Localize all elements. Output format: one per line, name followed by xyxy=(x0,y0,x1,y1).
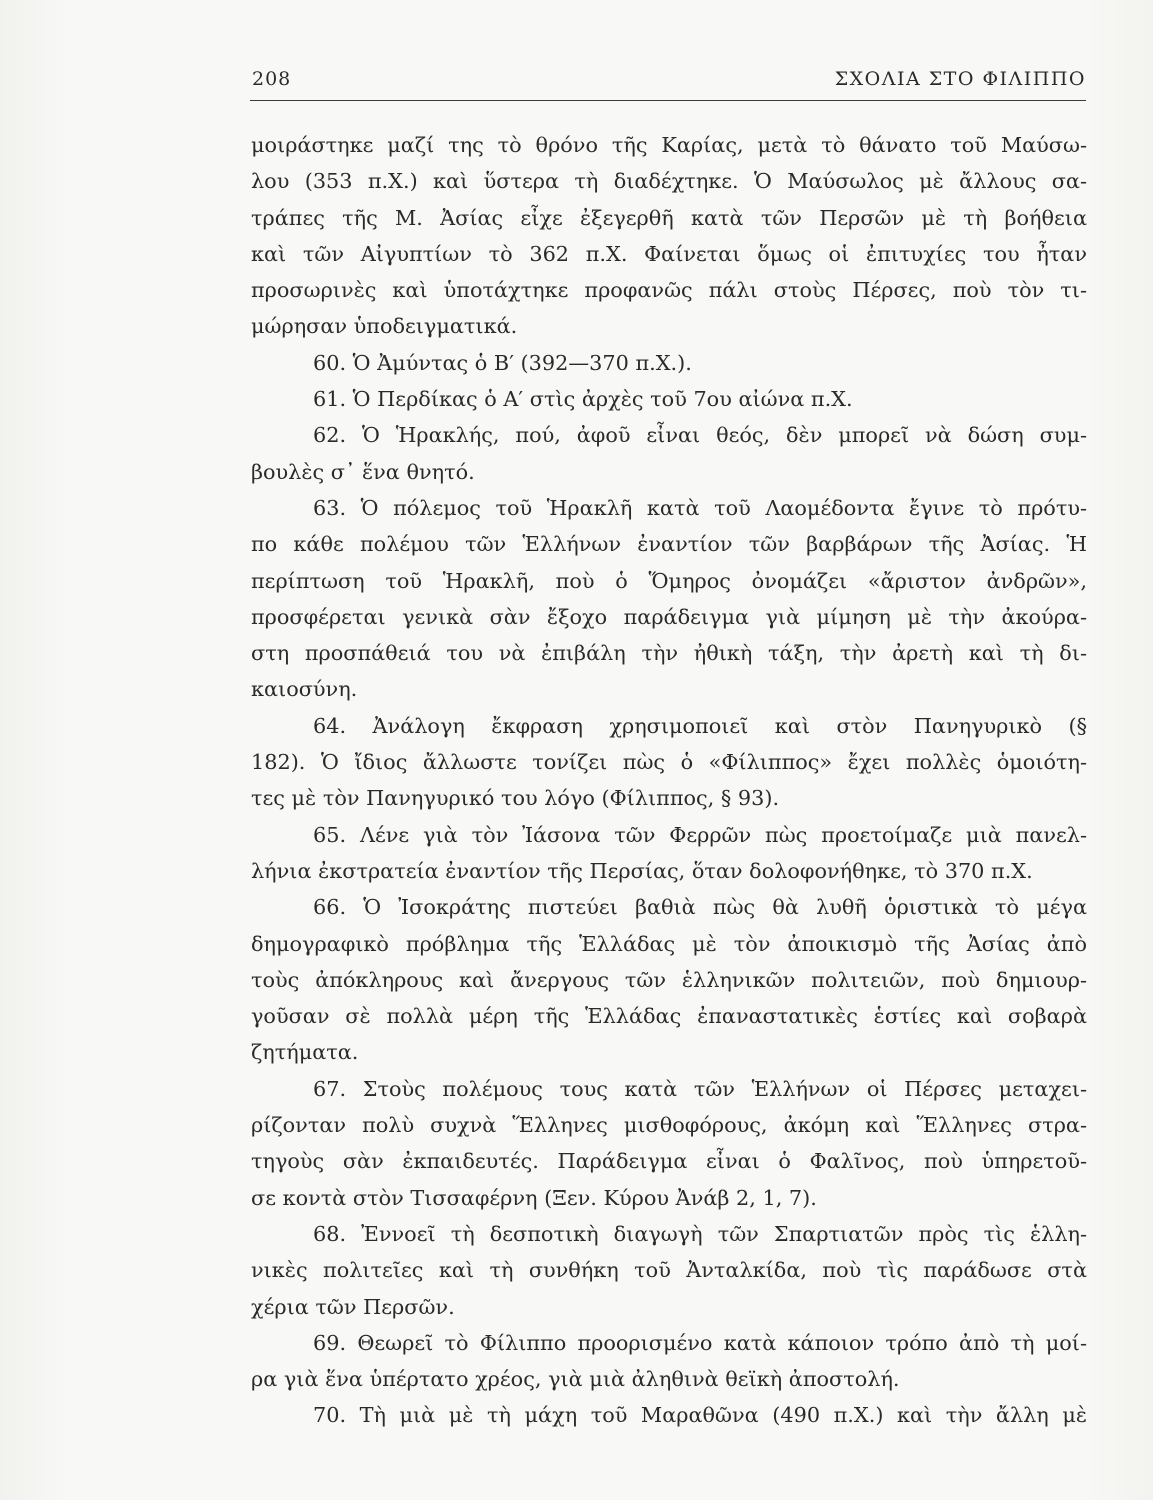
text-line: καιοσύνη. xyxy=(251,677,358,702)
text-line: λήνια ἐκστρατεία ἐναντίον τῆς Περσίας, ὅταν δολοφονήθηκε, τὸ 370 π.Χ. xyxy=(251,858,1033,883)
note-70: 70. Τὴ μιὰ μὲ τὴ μάχη τοῦ Μαραθῶνα (490 π.Χ.) καὶ τὴν ἄλλη μὲ xyxy=(313,1403,1087,1428)
text-line: προσφέρεται γενικὰ σὰν ἔξοχο παράδειγμα γιὰ μίμηση μὲ τὴν ἀκούρα- xyxy=(251,604,1087,629)
note-64: 64. Ἀνάλογη ἔκφραση χρησιμοποιεῖ καὶ στὸν Πανηγυρικὸ (§ xyxy=(313,713,1087,738)
running-title: ΣΧΟΛΙΑ ΣΤΟ ΦΙΛΙΠΠΟ xyxy=(834,68,1086,90)
text-line: 182). Ὁ ἴδιος ἄλλωστε τονίζει πὼς ὁ «Φίλιππος» ἔχει πολλὲς ὁμοιότη- xyxy=(251,750,1087,775)
text-line: τοὺς ἀπόκληρους καὶ ἄνεργους τῶν ἑλληνικῶν πολιτειῶν, ποὺ δημιουρ- xyxy=(251,967,1087,992)
note-61: 61. Ὁ Περδίκας ὁ Α′ στὶς ἀρχὲς τοῦ 7ου αἰώνα π.Χ. xyxy=(313,387,853,412)
text-line: τες μὲ τὸν Πανηγυρικό του λόγο (Φίλιππος, § 93). xyxy=(251,786,780,811)
text-line: σε κοντὰ στὸν Τισσαφέρνη (Ξεν. Κύρου Ἀνάβ 2, 1, 7). xyxy=(251,1185,817,1210)
text-line: τράπες τῆς Μ. Ἀσίας εἶχε ἐξεγερθῆ κατὰ τῶν Περσῶν μὲ τὴ βοήθεια xyxy=(251,205,1087,230)
text-line: ζητήματα. xyxy=(251,1040,359,1065)
text-line: προσωρινὲς καὶ ὑποτάχτηκε προφανῶς πάλι στοὺς Πέρσες, ποὺ τὸν τι- xyxy=(251,278,1087,303)
note-66: 66. Ὁ Ἰσοκράτης πιστεύει βαθιὰ πὼς θὰ λυθῆ ὁριστικὰ τὸ μέγα xyxy=(313,895,1087,920)
text-line: στη προσπάθειά του νὰ ἐπιβάλη τὴν ἠθικὴ τάξη, τὴν ἀρετὴ καὶ τὴ δι- xyxy=(251,641,1087,666)
text-line: τηγοὺς σὰν ἐκπαιδευτές. Παράδειγμα εἶναι ὁ Φαλῖνος, ποὺ ὑπηρετοῦ- xyxy=(251,1149,1087,1174)
text-line: βουλὲς σ᾽ ἕνα θνητό. xyxy=(251,459,475,484)
note-60: 60. Ὁ Ἀμύντας ὁ Β′ (392—370 π.Χ.). xyxy=(313,350,692,375)
note-63: 63. Ὁ πόλεμος τοῦ Ἡρακλῆ κατὰ τοῦ Λαομέδοντα ἔγινε τὸ πρότυ- xyxy=(313,495,1087,520)
text-line: πο κάθε πολέμου τῶν Ἑλλήνων ἐναντίον τῶν βαρβάρων τῆς Ἀσίας. Ἡ xyxy=(251,532,1087,557)
text-line: χέρια τῶν Περσῶν. xyxy=(251,1294,455,1319)
text-line: νικὲς πολιτεῖες καὶ τὴ συνθήκη τοῦ Ἀνταλκίδα, ποὺ τὶς παράδωσε στὰ xyxy=(251,1258,1087,1283)
text-line: περίπτωση τοῦ Ἡρακλῆ, ποὺ ὁ Ὅμηρος ὀνομάζει «ἄριστον ἀνδρῶν», xyxy=(251,568,1087,593)
text-line: δημογραφικὸ πρόβλημα τῆς Ἑλλάδας μὲ τὸν ἀποικισμὸ τῆς Ἀσίας ἀπὸ xyxy=(251,931,1087,956)
note-69: 69. Θεωρεῖ τὸ Φίλιππο προορισμένο κατὰ κάποιον τρόπο ἀπὸ τὴ μοί- xyxy=(313,1330,1087,1355)
note-65: 65. Λένε γιὰ τὸν Ἰάσονα τῶν Φερρῶν πὼς προετοίμαζε μιὰ πανελ- xyxy=(313,822,1087,847)
page-header xyxy=(250,64,1086,101)
text-line: καὶ τῶν Αἰγυπτίων τὸ 362 π.Χ. Φαίνεται ὅμως οἱ ἐπιτυχίες του ἦταν xyxy=(251,241,1087,266)
text-line: λου (353 π.Χ.) καὶ ὕστερα τὴ διαδέχτηκε. Ὁ Μαύσωλος μὲ ἄλλους σα- xyxy=(251,169,1087,194)
note-68: 68. Ἐννοεῖ τὴ δεσποτικὴ διαγωγὴ τῶν Σπαρτιατῶν πρὸς τὶς ἑλλη- xyxy=(313,1221,1087,1246)
text-line: γοῦσαν σὲ πολλὰ μέρη τῆς Ἑλλάδας ἐπαναστατικὲς ἑστίες καὶ σοβαρὰ xyxy=(251,1004,1087,1029)
text-line: ρίζονταν πολὺ συχνὰ Ἕλληνες μισθοφόρους, ἀκόμη καὶ Ἕλληνες στρα- xyxy=(251,1113,1087,1138)
notes-text xyxy=(251,127,1087,1434)
text-line: μώρησαν ὑποδειγματικά. xyxy=(251,314,518,339)
page-number: 208 xyxy=(252,68,292,90)
text-line: ρα γιὰ ἕνα ὑπέρτατο χρέος, γιὰ μιὰ ἀληθινὰ θεϊκὴ ἀποστολή. xyxy=(251,1367,900,1392)
note-62: 62. Ὁ Ἡρακλής, πού, ἀφοῦ εἶναι θεός, δὲν μπορεῖ νὰ δώση συμ- xyxy=(313,423,1087,448)
text-line: μοιράστηκε μαζί της τὸ θρόνο τῆς Καρίας, μετὰ τὸ θάνατο τοῦ Μαύσω- xyxy=(251,133,1087,157)
note-67: 67. Στοὺς πολέμους τους κατὰ τῶν Ἑλλήνων οἱ Πέρσες μεταχει- xyxy=(313,1076,1087,1101)
